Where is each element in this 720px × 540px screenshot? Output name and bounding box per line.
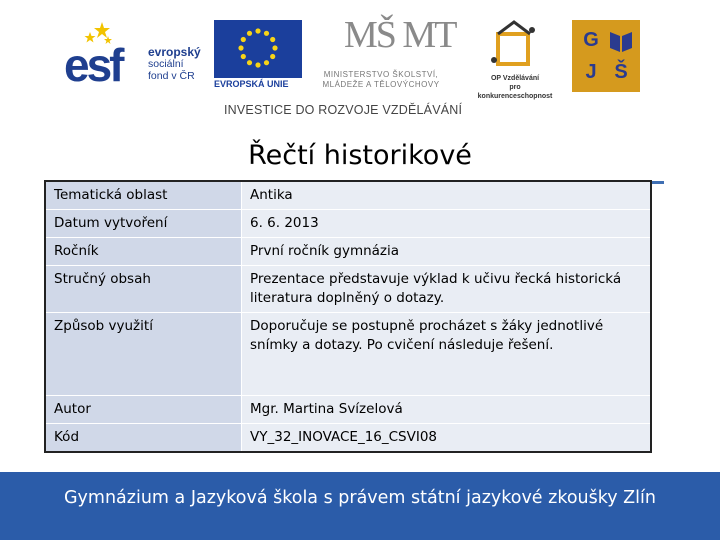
esf-logo [62, 18, 212, 90]
row-value: Mgr. Martina Svízelová [242, 396, 652, 424]
table-row [45, 210, 651, 238]
row-key: Datum vytvoření [45, 210, 242, 238]
table-row [45, 313, 651, 396]
gjs-letter-g: G [583, 29, 599, 51]
op-mark-icon [484, 20, 544, 72]
book-icon [608, 28, 634, 54]
msmt-line-1: MINISTERSTVO ŠKOLSTVÍ, [323, 70, 439, 79]
op-line-2: pro konkurenceschopnost [477, 84, 553, 100]
table-row [45, 424, 651, 453]
row-value: Antika [242, 181, 652, 210]
gjs-logo [572, 20, 640, 92]
table-row [45, 238, 651, 266]
row-key: Ročník [45, 238, 242, 266]
row-value: VY_32_INOVACE_16_CSVI08 [242, 424, 652, 453]
row-value: 6. 6. 2013 [242, 210, 652, 238]
row-key: Tematická oblast [45, 181, 242, 210]
esf-line-2: sociální [148, 58, 184, 70]
eu-logo [214, 20, 302, 94]
esf-line-1: evropský [148, 45, 201, 59]
row-key: Autor [45, 396, 242, 424]
msmt-logo [306, 16, 456, 96]
gjs-letter-j: J [585, 61, 597, 83]
eu-flag-icon [214, 20, 302, 78]
op-line-1: OP Vzdělávání [490, 75, 540, 82]
op-logo [472, 16, 558, 100]
msmt-mark: MŠ MT [344, 14, 456, 56]
row-key: Stručný obsah [45, 266, 242, 313]
page-title: Řečtí historikové [248, 140, 472, 171]
msmt-line-2: MLÁDEŽE A TĚLOVÝCHOVY [322, 80, 440, 89]
footer-text: Gymnázium a Jazyková škola s právem státní jazykové zkoušky Zlín [64, 488, 656, 508]
table-row [45, 266, 651, 313]
row-value: Doporučuje se postupně procházet s žáky jednotlivé snímky a dotazy. Po cvičení následuje řešení. [242, 313, 652, 396]
eu-label: EVROPSKÁ UNIE [214, 79, 289, 89]
title-accent [652, 181, 664, 184]
row-value: První ročník gymnázia [242, 238, 652, 266]
row-value: Prezentace představuje výklad k učivu řecká historická literatura doplněný o dotazy. [242, 266, 652, 313]
row-key: Způsob využití [45, 313, 242, 396]
table-row [45, 396, 651, 424]
logo-bar [0, 0, 720, 130]
esf-line-3: fond v ČR [148, 70, 195, 82]
table-row [45, 181, 651, 210]
invest-banner: INVESTICE DO ROZVOJE VZDĚLÁVÁNÍ [224, 103, 463, 117]
row-key: Kód [45, 424, 242, 453]
esf-mark: esf [64, 39, 122, 91]
msmt-text [306, 70, 456, 90]
info-table [44, 180, 652, 453]
op-text [472, 74, 558, 101]
esf-text [148, 46, 201, 82]
gjs-letter-s: Š [614, 61, 628, 83]
footer-bar [0, 472, 720, 540]
